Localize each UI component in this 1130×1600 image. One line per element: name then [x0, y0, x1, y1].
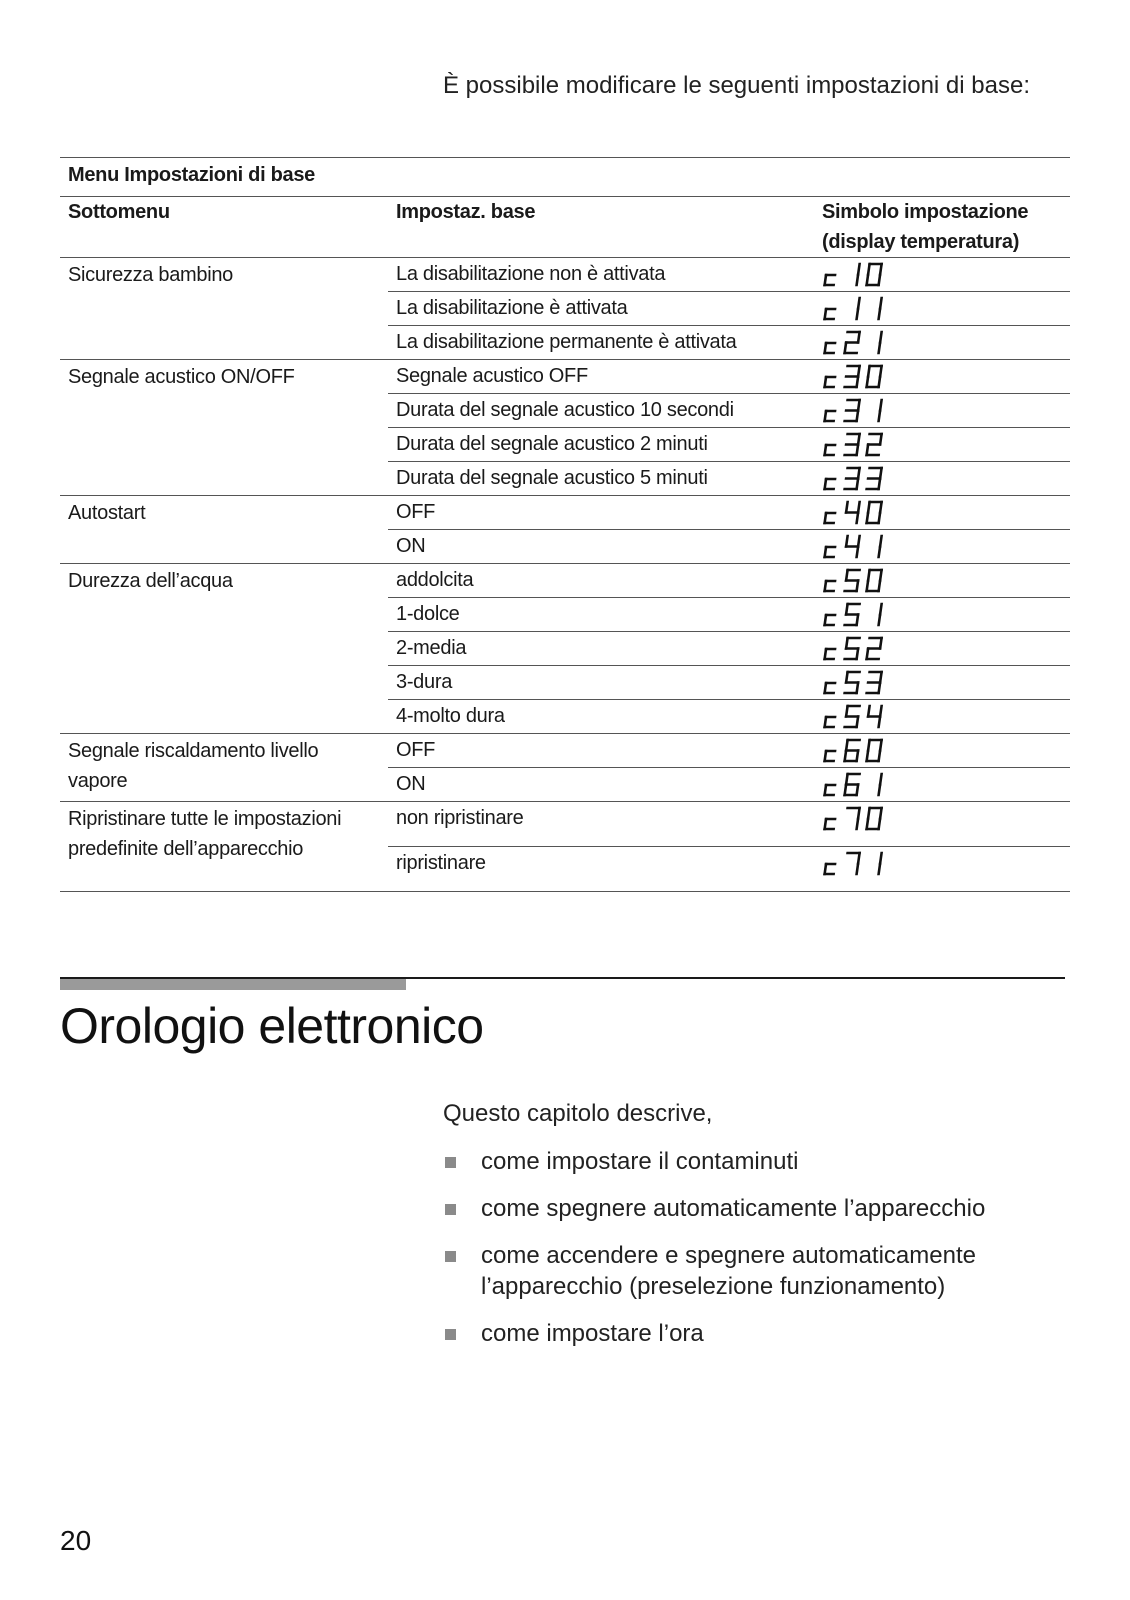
symbol-cell: [814, 326, 1070, 360]
symbol-cell: [814, 847, 1070, 892]
chapter-rule-thick: [60, 979, 406, 990]
display-symbol-icon: [822, 567, 892, 595]
list-item: [443, 1193, 1083, 1224]
display-symbol-icon: [822, 329, 892, 357]
list-item-text: come spegnere automaticamente l’apparecchio: [481, 1195, 986, 1222]
display-symbol-icon: [822, 850, 892, 878]
setting-cell: 3-dura: [388, 666, 814, 700]
table-row: [60, 802, 1070, 847]
list-item: [443, 1146, 1083, 1177]
table-row: [60, 564, 1070, 598]
setting-cell: OFF: [388, 734, 814, 768]
submenu-cell: Segnale riscaldamento livello vapore: [60, 734, 388, 802]
symbol-cell: [814, 496, 1070, 530]
symbol-cell: [814, 292, 1070, 326]
display-symbol-icon: [822, 397, 892, 425]
symbol-cell: [814, 462, 1070, 496]
list-item-text: come impostare l’ora: [481, 1320, 704, 1347]
setting-cell: Durata del segnale acustico 5 minuti: [388, 462, 814, 496]
setting-cell: 2-media: [388, 632, 814, 666]
symbol-cell: [814, 632, 1070, 666]
submenu-cell: Autostart: [60, 496, 388, 564]
page-number: 20: [60, 1525, 92, 1556]
symbol-cell: [814, 530, 1070, 564]
intro-text: È possibile modificare le seguenti impostazioni di base:: [443, 72, 1030, 99]
table-column-header-row: [60, 197, 1070, 258]
symbol-cell: [814, 428, 1070, 462]
display-symbol-icon: [822, 261, 892, 289]
setting-cell: OFF: [388, 496, 814, 530]
list-item-text: come impostare il contaminuti: [481, 1148, 799, 1175]
settings-table: [60, 157, 1070, 892]
chapter-bullet-list: [443, 1146, 1083, 1349]
setting-cell: addolcita: [388, 564, 814, 598]
symbol-cell: [814, 802, 1070, 847]
symbol-cell: [814, 564, 1070, 598]
column-header-setting: Impostaz. base: [388, 197, 814, 258]
display-symbol-icon: [822, 431, 892, 459]
display-symbol-icon: [822, 737, 892, 765]
chapter-title: Orologio elettronico: [60, 998, 484, 1054]
chapter-lead: Questo capitolo descrive,: [443, 1100, 713, 1127]
symbol-cell: [814, 598, 1070, 632]
submenu-cell: Sicurezza bambino: [60, 258, 388, 360]
display-symbol-icon: [822, 295, 892, 323]
column-header-submenu: Sottomenu: [60, 197, 388, 258]
setting-cell: Durata del segnale acustico 2 minuti: [388, 428, 814, 462]
symbol-cell: [814, 360, 1070, 394]
chapter-rule: [60, 977, 1065, 989]
list-item: [443, 1240, 1083, 1302]
display-symbol-icon: [822, 533, 892, 561]
submenu-cell: Ripristinare tutte le impostazioni predefinite dell’apparecchio: [60, 802, 388, 892]
table-menu-header-row: [60, 158, 1070, 197]
display-symbol-icon: [822, 601, 892, 629]
symbol-cell: [814, 394, 1070, 428]
table-row: [60, 258, 1070, 292]
symbol-cell: [814, 734, 1070, 768]
submenu-cell: Durezza dell’acqua: [60, 564, 388, 734]
symbol-cell: [814, 258, 1070, 292]
setting-cell: 1-dolce: [388, 598, 814, 632]
display-symbol-icon: [822, 465, 892, 493]
setting-cell: ON: [388, 530, 814, 564]
display-symbol-icon: [822, 669, 892, 697]
square-bullet-icon: [445, 1251, 456, 1262]
display-symbol-icon: [822, 499, 892, 527]
setting-cell: ON: [388, 768, 814, 802]
display-symbol-icon: [822, 703, 892, 731]
display-symbol-icon: [822, 771, 892, 799]
column-header-symbol: Simbolo impostazione (display temperatura): [814, 197, 1070, 258]
square-bullet-icon: [445, 1329, 456, 1340]
setting-cell: La disabilitazione non è attivata: [388, 258, 814, 292]
settings-table-body: [60, 258, 1070, 892]
list-item-text: come accendere e spegnere automaticamente l’apparecchio (preselezione funzionamento): [481, 1242, 976, 1300]
symbol-cell: [814, 768, 1070, 802]
submenu-cell: Segnale acustico ON/OFF: [60, 360, 388, 496]
setting-cell: 4-molto dura: [388, 700, 814, 734]
table-row: [60, 734, 1070, 768]
square-bullet-icon: [445, 1157, 456, 1168]
display-symbol-icon: [822, 363, 892, 391]
symbol-cell: [814, 666, 1070, 700]
setting-cell: ripristinare: [388, 847, 814, 892]
setting-cell: La disabilitazione permanente è attivata: [388, 326, 814, 360]
display-symbol-icon: [822, 635, 892, 663]
chapter-body: [443, 1098, 1083, 1365]
table-row: [60, 496, 1070, 530]
setting-cell: Segnale acustico OFF: [388, 360, 814, 394]
setting-cell: La disabilitazione è attivata: [388, 292, 814, 326]
display-symbol-icon: [822, 805, 892, 833]
table-row: [60, 360, 1070, 394]
table-menu-title: Menu Impostazioni di base: [60, 158, 1070, 197]
symbol-cell: [814, 700, 1070, 734]
list-item: [443, 1318, 1083, 1349]
setting-cell: Durata del segnale acustico 10 secondi: [388, 394, 814, 428]
square-bullet-icon: [445, 1204, 456, 1215]
setting-cell: non ripristinare: [388, 802, 814, 847]
